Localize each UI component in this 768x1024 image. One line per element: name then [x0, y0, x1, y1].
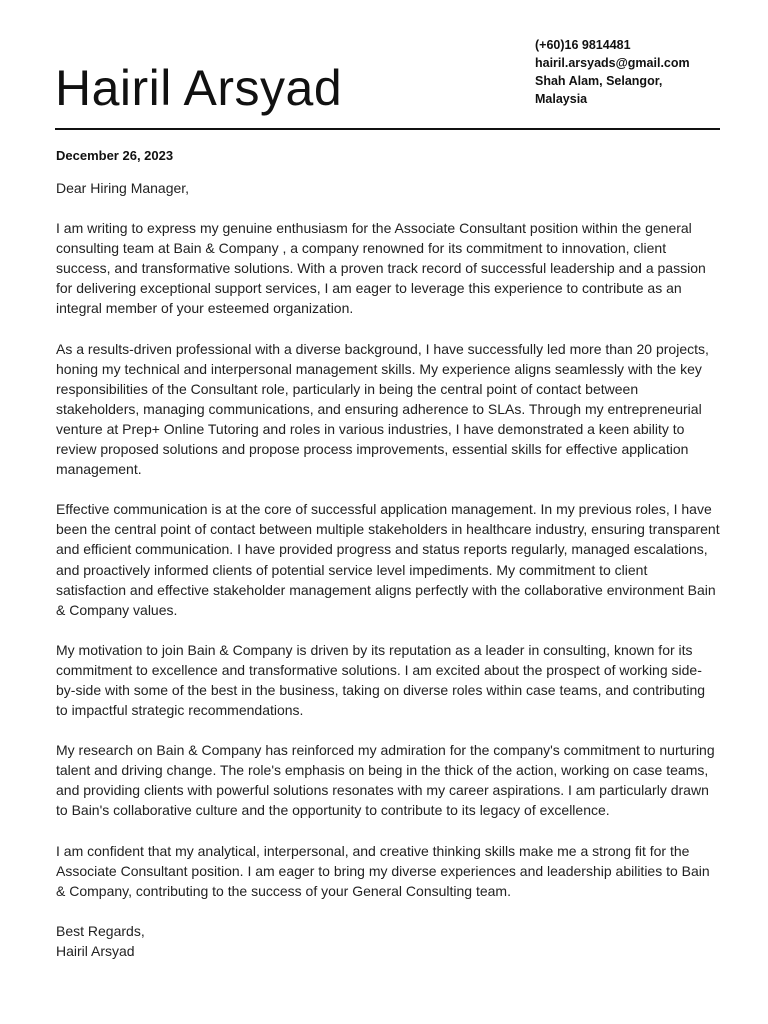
email-address: hairil.arsyads@gmail.com: [535, 56, 690, 70]
paragraph-2: As a results-driven professional with a diverse background, I have successfully led more than 20 projects, honing my technical and interpersonal management skills. My experience aligns seamlessly with the key responsibilities of the Consultant role, particularly in being the central point of contact between stakeholders, managing communications, and ensuring adherence to SLAs. Through my entrepreneurial venture at Prep+ Online Tutoring and roles in various industries, I have demonstrated a keen ability to review proposed solutions and propose process improvements, essential skills for effective application management.: [56, 340, 709, 478]
paragraph-6: I am confident that my analytical, interpersonal, and creative thinking skills make me a strong fit for the Associate Consultant position. I am eager to bring my diverse experiences and leadership abilities to Bain & Company, contributing to the success of your General Consulting team.: [56, 842, 710, 899]
closing-block: [56, 921, 720, 961]
salutation: Dear Hiring Manager,: [56, 180, 190, 196]
signature-name: Hairil Arsyad: [56, 942, 135, 959]
header-divider: [55, 128, 720, 130]
paragraph-3: Effective communication is at the core of successful application management. In my previous roles, I have been the central point of contact between multiple stakeholders in healthcare industry, ensuring transparent and efficient communication. I have provided progress and status reports regularly, managed escalations, and proactively informed clients of potential service level impediments. My commitment to client satisfaction and effective stakeholder management aligns perfectly with the collaborative environment Bain & Company values.: [56, 501, 720, 618]
address-line-2: Malaysia: [535, 92, 588, 106]
closing-phrase: Best Regards,: [56, 922, 145, 939]
letter-date: December 26, 2023: [56, 148, 174, 163]
applicant-name: Hairil Arsyad: [55, 60, 343, 116]
paragraph-4: My motivation to join Bain & Company is driven by its reputation as a leader in consulting, known for its commitment to excellence and transformative solutions. I am excited about the prospect of working side-by-side with some of the best in the business, taking on diverse roles within case teams, and contributing to impactful strategic recommendations.: [56, 641, 706, 719]
paragraph-1: I am writing to express my genuine enthusiasm for the Associate Consultant position within the general consulting team at Bain & Company , a company renowned for its commitment to innovation, client success, and transformative solutions. With a proven track record of successful leadership and a passion for delivering exceptional support services, I am eager to leverage this experience to contribute as an integral member of your esteemed organization.: [56, 220, 706, 317]
letter-body: [56, 146, 720, 961]
paragraph-5: My research on Bain & Company has reinforced my admiration for the company's commitment to nurturing talent and driving change. The role's emphasis on being in the thick of the action, working on case teams, and providing clients with powerful solutions resonates with my career aspirations. I am particularly drawn to Bain's collaborative culture and the opportunity to contribute to its legacy of excellence.: [56, 742, 715, 819]
phone-number: (+60)16 9814481: [535, 38, 631, 52]
address-line-1: Shah Alam, Selangor,: [535, 74, 663, 88]
contact-block: [535, 36, 735, 108]
